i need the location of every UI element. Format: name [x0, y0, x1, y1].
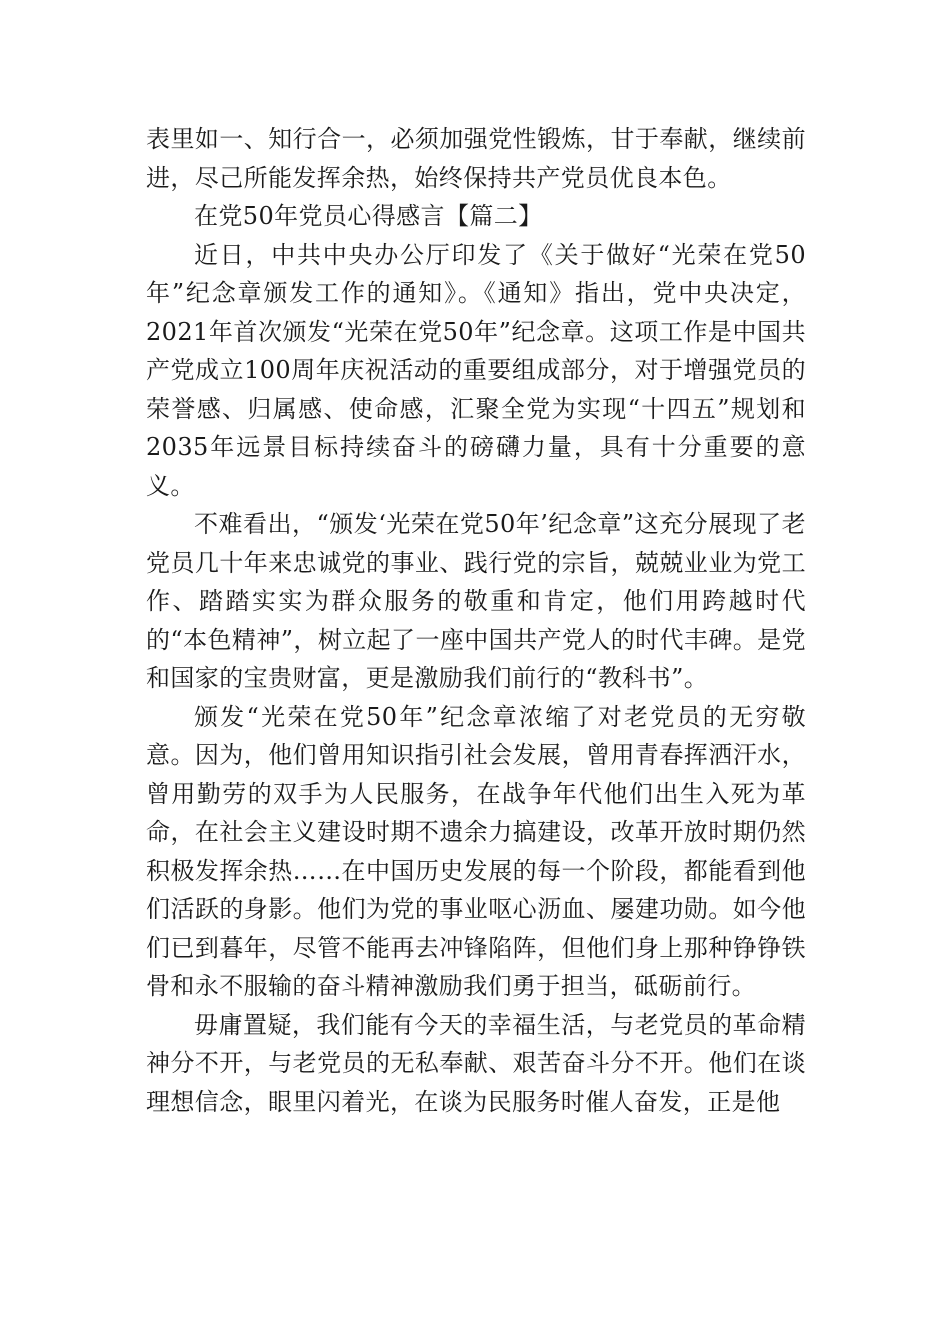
- paragraph: 不难看出，“颁发‘光荣在党50年’纪念章”这充分展现了老党员几十年来忠诚党的事业、践行党的宗旨，兢兢业业为党工作、踏踏实实为群众服务的敬重和肯定，他们用跨越时代的“本色精神”，树立起了一座中国共产党人的时代丰碑。是党和国家的宝贵财富，更是激励我们前行的“教科书”。: [146, 510, 806, 692]
- document-body: [146, 120, 806, 1121]
- section-heading: 在党50年党员心得感言【篇二】: [194, 202, 543, 230]
- paragraph-continued: 表里如一、知行合一，必须加强党性锻炼，甘于奉献，继续前进，尽己所能发挥余热，始终保持共产党员优良本色。: [146, 125, 806, 192]
- paragraph: 颁发“光荣在党50年”纪念章浓缩了对老党员的无穷敬意。因为，他们曾用知识指引社会发展，曾用青春挥洒汗水，曾用勤劳的双手为人民服务，在战争年代他们出生入死为革命，在社会主义建设时期不遗余力搞建设，改革开放时期仍然积极发挥余热……在中国历史发展的每一个阶段，都能看到他们活跃的身影。他们为党的事业呕心沥血、屡建功勋。如今他们已到暮年，尽管不能再去冲锋陷阵，但他们身上那种铮铮铁骨和永不服输的奋斗精神激励我们勇于担当，砥砺前行。: [146, 702, 806, 1000]
- paragraph: 近日，中共中央办公厅印发了《关于做好“光荣在党50年”纪念章颁发工作的通知》。《通知》指出，党中央决定，2021年首次颁发“光荣在党50年”纪念章。这项工作是中国共产党成立100周年庆祝活动的重要组成部分，对于增强党员的荣誉感、归属感、使命感，汇聚全党为实现“十四五”规划和2035年远景目标持续奋斗的磅礴力量，具有十分重要的意义。: [146, 240, 806, 500]
- paragraph: 毋庸置疑，我们能有今天的幸福生活，与老党员的革命精神分不开，与老党员的无私奉献、艰苦奋斗分不开。他们在谈理想信念，眼里闪着光，在谈为民服务时催人奋发，正是他: [146, 1010, 806, 1116]
